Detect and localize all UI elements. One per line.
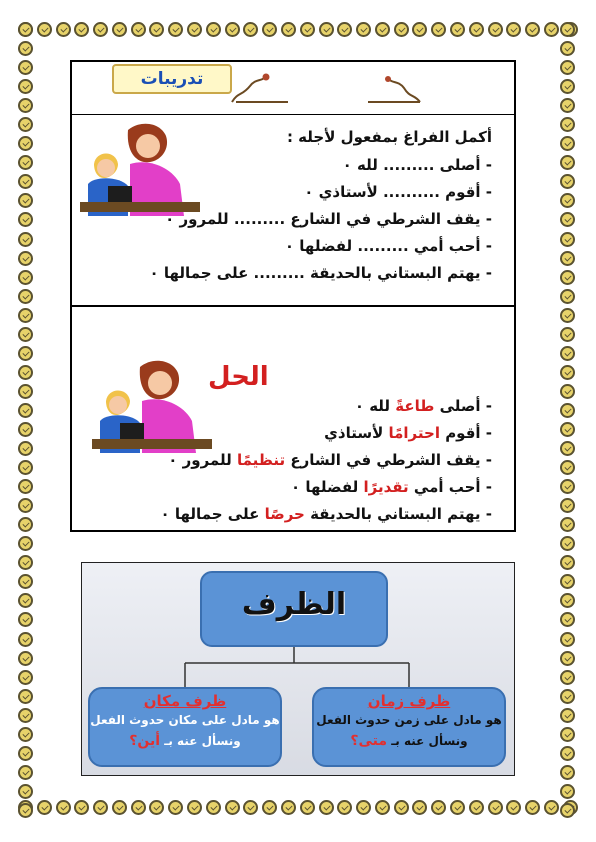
decorative-ring-icon (18, 365, 33, 380)
decorative-ring-icon (319, 22, 334, 37)
decorative-ring-icon (337, 22, 352, 37)
time-adverb-question-word: متى؟ (350, 733, 388, 749)
decorative-ring-icon (56, 800, 71, 815)
solution-line (161, 501, 492, 528)
decorative-ring-icon (488, 22, 503, 37)
exercise-line: - يقف الشرطي في الشارع ......... للمرور ٠ (165, 210, 492, 228)
solution-line-text: - أصلى (434, 397, 492, 415)
exercise-line: - أحب أمي ......... لفضلها ٠ (284, 237, 492, 255)
decorative-ring-icon (560, 98, 575, 113)
decorative-ring-icon (18, 651, 33, 666)
place-adverb-question-line (90, 731, 280, 752)
decorative-ring-icon (18, 60, 33, 75)
decorative-ring-icon (431, 800, 446, 815)
decorative-ring-icon (18, 708, 33, 723)
decorative-ring-icon (149, 22, 164, 37)
time-adverb-question-line (314, 731, 504, 752)
decorative-ring-icon (560, 174, 575, 189)
decorative-ring-icon (225, 800, 240, 815)
exercise-lines (150, 152, 492, 287)
ornamental-title-frame (228, 72, 424, 104)
decorative-ring-icon (560, 460, 575, 475)
decorative-border-top (18, 22, 578, 40)
solution-answer: احترامًا (388, 424, 440, 442)
decorative-ring-icon (469, 22, 484, 37)
decorative-ring-icon (281, 22, 296, 37)
solution-line-text: لفضلها ٠ (291, 478, 364, 496)
diagram-root-label: الظرف (241, 587, 347, 622)
solution-answer: تنظيمًا (236, 451, 286, 469)
decorative-ring-icon (560, 308, 575, 323)
solution-title: الحل (208, 362, 269, 392)
decorative-ring-icon (375, 800, 390, 815)
decorative-ring-icon (262, 22, 277, 37)
time-adverb-box (312, 687, 506, 767)
decorative-ring-icon (18, 593, 33, 608)
decorative-ring-icon (560, 270, 575, 285)
solution-line-text: للمرور ٠ (168, 451, 237, 469)
decorative-ring-icon (560, 632, 575, 647)
decorative-ring-icon (18, 174, 33, 189)
decorative-ring-icon (300, 22, 315, 37)
decorative-ring-icon (560, 498, 575, 513)
solution-line-text: - يقف الشرطي في الشارع (285, 451, 492, 469)
decorative-ring-icon (112, 800, 127, 815)
decorative-ring-icon (560, 365, 575, 380)
decorative-ring-icon (560, 593, 575, 608)
decorative-ring-icon (131, 22, 146, 37)
decorative-ring-icon (560, 193, 575, 208)
decorative-ring-icon (560, 403, 575, 418)
solution-line-text: لأستاذي (324, 424, 389, 442)
decorative-ring-icon (56, 22, 71, 37)
decorative-ring-icon (375, 22, 390, 37)
decorative-ring-icon (18, 193, 33, 208)
decorative-ring-icon (560, 41, 575, 56)
decorative-ring-icon (560, 251, 575, 266)
decorative-ring-icon (560, 79, 575, 94)
decorative-ring-icon (560, 232, 575, 247)
solution-line (161, 447, 492, 474)
decorative-ring-icon (544, 800, 559, 815)
decorative-ring-icon (525, 22, 540, 37)
decorative-ring-icon (37, 800, 52, 815)
decorative-ring-icon (18, 384, 33, 399)
decorative-ring-icon (560, 574, 575, 589)
decorative-ring-icon (560, 479, 575, 494)
decorative-ring-icon (560, 517, 575, 532)
decorative-ring-icon (93, 800, 108, 815)
exercise-line: - أصلى ......... لله ٠ (342, 156, 492, 174)
decorative-ring-icon (300, 800, 315, 815)
solution-line-text: - أحب أمي (408, 478, 492, 496)
decorative-ring-icon (187, 22, 202, 37)
decorative-ring-icon (225, 22, 240, 37)
decorative-ring-icon (281, 800, 296, 815)
decorative-ring-icon (187, 800, 202, 815)
solution-section (72, 307, 514, 530)
exercise-instruction: أكمل الفراغ بمفعول لأجله : (286, 128, 492, 146)
place-adverb-question-word: أين؟ (129, 733, 161, 749)
decorative-ring-icon (74, 22, 89, 37)
decorative-border-left (18, 22, 36, 818)
decorative-ring-icon (18, 498, 33, 513)
decorative-ring-icon (168, 800, 183, 815)
decorative-ring-icon (18, 117, 33, 132)
place-adverb-box (88, 687, 282, 767)
decorative-ring-icon (319, 800, 334, 815)
solution-line (161, 420, 492, 447)
decorative-ring-icon (149, 800, 164, 815)
exercise-box (70, 60, 516, 532)
decorative-ring-icon (412, 22, 427, 37)
solution-line-text: على جمالها ٠ (160, 505, 265, 523)
exercise-section (72, 114, 514, 307)
decorative-ring-icon (18, 136, 33, 151)
decorative-ring-icon (560, 746, 575, 761)
decorative-ring-icon (18, 289, 33, 304)
decorative-ring-icon (18, 422, 33, 437)
decorative-ring-icon (560, 60, 575, 75)
solution-line (161, 474, 492, 501)
decorative-border-right (560, 22, 578, 818)
decorative-ring-icon (18, 727, 33, 742)
time-adverb-heading: ظرف زمان (367, 692, 451, 710)
decorative-ring-icon (18, 555, 33, 570)
decorative-ring-icon (544, 22, 559, 37)
decorative-ring-icon (37, 22, 52, 37)
decorative-ring-icon (525, 800, 540, 815)
decorative-ring-icon (18, 441, 33, 456)
decorative-ring-icon (560, 327, 575, 342)
decorative-ring-icon (18, 574, 33, 589)
decorative-ring-icon (18, 803, 33, 818)
decorative-ring-icon (469, 800, 484, 815)
decorative-ring-icon (18, 784, 33, 799)
decorative-ring-icon (560, 727, 575, 742)
decorative-ring-icon (560, 22, 575, 37)
decorative-ring-icon (18, 536, 33, 551)
decorative-ring-icon (18, 308, 33, 323)
decorative-ring-icon (18, 232, 33, 247)
solution-answer: تقديرًا (363, 478, 409, 496)
exercise-title: تدريبات (112, 64, 232, 94)
decorative-ring-icon (394, 800, 409, 815)
decorative-ring-icon (18, 327, 33, 342)
time-adverb-question-text: ونسأل عنه بـ (391, 734, 468, 748)
decorative-ring-icon (488, 800, 503, 815)
place-adverb-heading: ظرف مكان (143, 692, 227, 710)
decorative-ring-icon (337, 800, 352, 815)
decorative-ring-icon (506, 800, 521, 815)
decorative-ring-icon (18, 346, 33, 361)
decorative-ring-icon (560, 670, 575, 685)
decorative-ring-icon (560, 212, 575, 227)
decorative-ring-icon (431, 22, 446, 37)
solution-line (161, 393, 492, 420)
decorative-ring-icon (560, 536, 575, 551)
decorative-ring-icon (18, 270, 33, 285)
solution-lines (161, 393, 492, 528)
decorative-ring-icon (560, 441, 575, 456)
decorative-ring-icon (560, 708, 575, 723)
decorative-ring-icon (560, 651, 575, 666)
decorative-ring-icon (112, 22, 127, 37)
decorative-ring-icon (356, 22, 371, 37)
decorative-ring-icon (18, 479, 33, 494)
decorative-border-bottom (18, 800, 578, 818)
solution-line-text: - أقوم (439, 424, 492, 442)
decorative-ring-icon (560, 117, 575, 132)
decorative-ring-icon (243, 22, 258, 37)
decorative-ring-icon (18, 41, 33, 56)
decorative-ring-icon (18, 460, 33, 475)
decorative-ring-icon (93, 22, 108, 37)
decorative-ring-icon (18, 403, 33, 418)
decorative-ring-icon (262, 800, 277, 815)
exercise-line: - أقوم .......... لأستاذي ٠ (304, 183, 492, 201)
decorative-ring-icon (560, 612, 575, 627)
decorative-ring-icon (394, 22, 409, 37)
decorative-ring-icon (18, 746, 33, 761)
time-adverb-definition: هو مادل على زمن حدوث الفعل (316, 713, 502, 727)
decorative-ring-icon (131, 800, 146, 815)
decorative-ring-icon (560, 689, 575, 704)
decorative-ring-icon (74, 800, 89, 815)
decorative-ring-icon (18, 670, 33, 685)
decorative-ring-icon (560, 784, 575, 799)
decorative-ring-icon (560, 555, 575, 570)
decorative-ring-icon (18, 22, 33, 37)
decorative-ring-icon (206, 800, 221, 815)
decorative-ring-icon (18, 212, 33, 227)
decorative-ring-icon (560, 136, 575, 151)
decorative-ring-icon (560, 384, 575, 399)
solution-line-text: لله ٠ (354, 397, 396, 415)
exercise-line: - يهتم البستاني بالحديقة ......... على جمالها ٠ (149, 264, 492, 282)
decorative-ring-icon (450, 22, 465, 37)
decorative-ring-icon (412, 800, 427, 815)
decorative-ring-icon (560, 803, 575, 818)
decorative-ring-icon (560, 765, 575, 780)
decorative-ring-icon (18, 251, 33, 266)
solution-line-text: - يهتم البستاني بالحديقة (304, 505, 492, 523)
decorative-ring-icon (18, 155, 33, 170)
decorative-ring-icon (18, 632, 33, 647)
decorative-ring-icon (243, 800, 258, 815)
decorative-ring-icon (356, 800, 371, 815)
decorative-ring-icon (18, 79, 33, 94)
decorative-ring-icon (168, 22, 183, 37)
decorative-ring-icon (206, 22, 221, 37)
decorative-ring-icon (18, 612, 33, 627)
decorative-ring-icon (450, 800, 465, 815)
decorative-ring-icon (560, 422, 575, 437)
place-adverb-question-text: ونسأل عنه بـ (164, 734, 241, 748)
solution-answer: طاعةً (395, 397, 435, 415)
adverb-diagram (81, 562, 515, 776)
place-adverb-definition: هو مادل على مكان حدوث الفعل (90, 713, 280, 727)
decorative-ring-icon (560, 155, 575, 170)
decorative-ring-icon (506, 22, 521, 37)
decorative-ring-icon (18, 765, 33, 780)
exercise-title-row (72, 62, 514, 115)
decorative-ring-icon (18, 98, 33, 113)
decorative-ring-icon (560, 289, 575, 304)
decorative-ring-icon (18, 517, 33, 532)
decorative-ring-icon (18, 689, 33, 704)
solution-answer: حرصًا (264, 505, 305, 523)
decorative-ring-icon (560, 346, 575, 361)
